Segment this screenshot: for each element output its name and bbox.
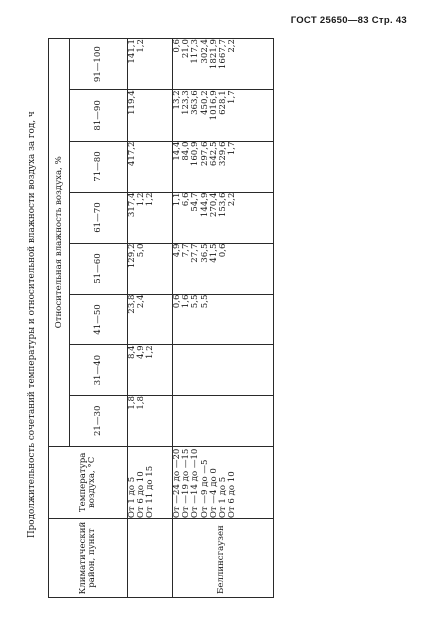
value-cell: 4,9 7,7 27,7 36,5 41,5 0,6 [173,243,274,294]
value-cell: 8,4 4,9 1,2 [128,345,173,396]
value-cell [173,395,274,446]
header-humidity-range: 31—40 [70,345,128,396]
value-cell: 141,1 1,2 [128,39,173,90]
header-humidity-range: 41—50 [70,294,128,345]
header-humidity-range: 91—100 [70,39,128,90]
table-row-group [173,39,274,598]
value-cell: 119,4 [128,90,173,141]
value-cell: 23,8 2,4 [128,294,173,345]
header-humidity-range: 81—90 [70,90,128,141]
header-humidity-group: Относительная влажность воздуха, % [49,39,70,447]
header-region: Климатический район, пункт [49,519,128,598]
value-cell [173,345,274,396]
table-caption: Продолжительность сочетаний температуры и относительной влажности воздуха за год, ч [27,111,37,538]
value-cell: 317,4 1,2 1,2 [128,192,173,243]
header-humidity-range: 51—60 [70,243,128,294]
value-cell: 13,2 123,3 363,6 450,2 1016,9 628,1 1,7 [173,90,274,141]
temperature-cell: От —24 до —20 От —19 до —15 От —14 до —10 От —9 до —5 От —4 до 0 От 1 до 5 От 6 до 10 [173,446,274,519]
region-cell [173,519,274,598]
temperature-cell: От 1 до 5 От 6 до 10 От 11 до 15 [128,446,173,519]
value-cell: 14,4 84,0 160,9 297,6 642,5 329,6 1,7 [173,141,274,192]
header-humidity-range: 21—30 [70,395,128,446]
page-header: ГОСТ 25650—83 Стр. 43 [290,15,407,26]
value-cell: 0,6 1,6 5,5 5,5 [173,294,274,345]
value-cell: 0,6 21,0 117,3 302,4 1821,9 1667,7 2,2 [173,39,274,90]
header-humidity-range: 61—70 [70,192,128,243]
header-temperature: Температура воздуха, °С [49,446,128,519]
value-cell: 1,8 1,8 [128,395,173,446]
climate-table [48,38,274,598]
value-cell: 1,1 6,6 54,7 144,9 270,4 153,6 2,2 [173,192,274,243]
rotated-table-area [28,38,400,598]
value-cell: 417,2 [128,141,173,192]
header-humidity-range: 71—80 [70,141,128,192]
region-cell [128,519,173,598]
region-name: Беллинсгаузен [216,525,226,594]
value-cell: 129,2 5,0 [128,243,173,294]
table-row-group [128,39,173,598]
